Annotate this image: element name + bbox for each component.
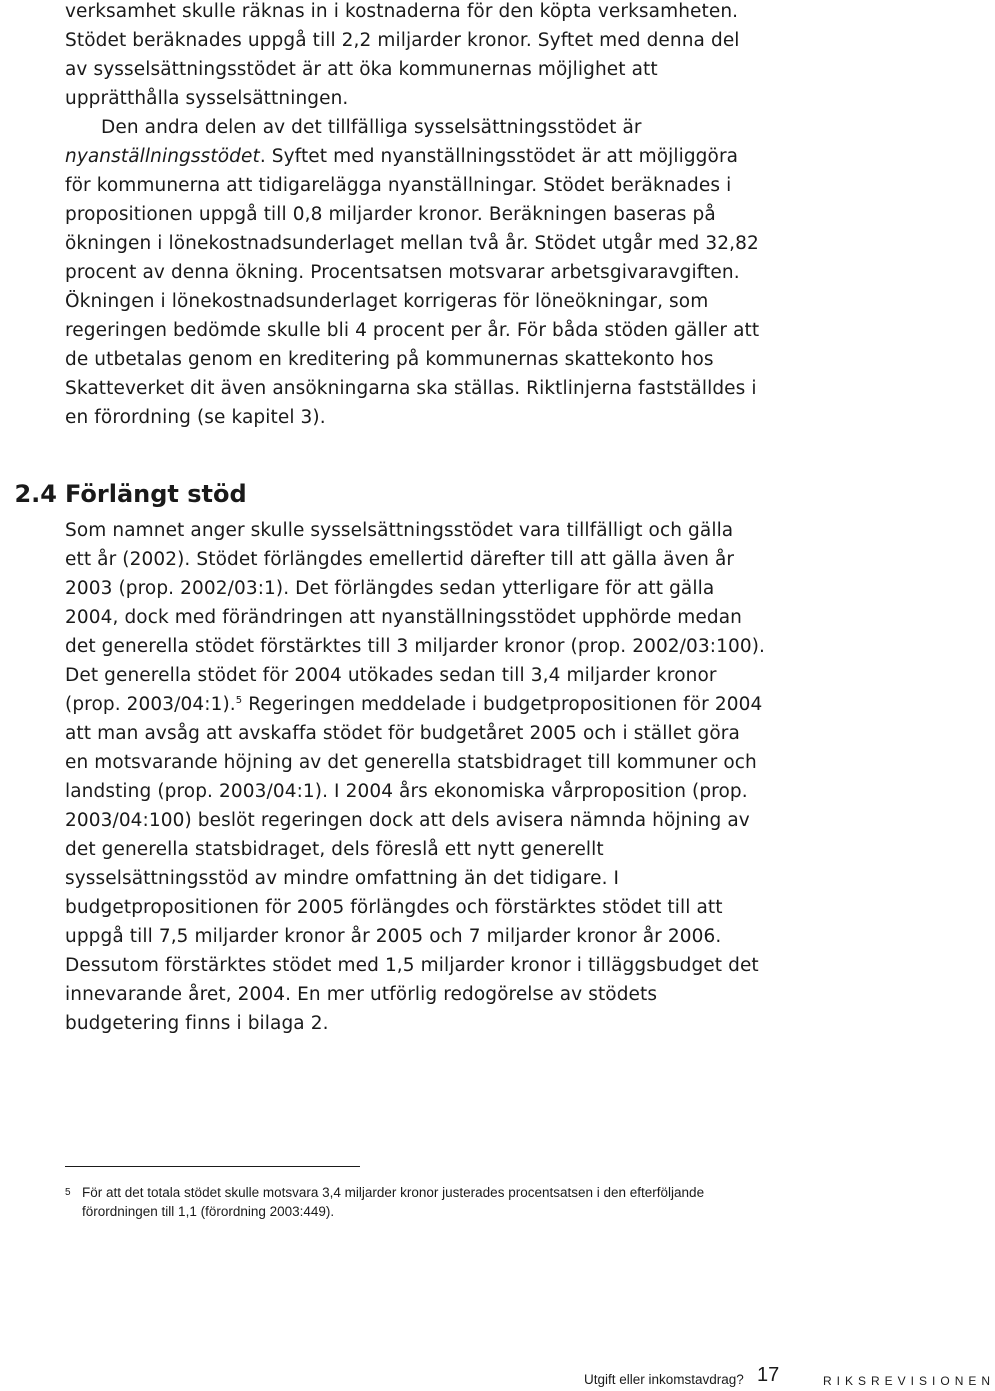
section-number: 2.4: [14, 480, 57, 508]
page-number: 17: [757, 1364, 780, 1386]
body-text-top: [65, 0, 765, 432]
footer-report-title: Utgift eller inkomstavdrag?: [584, 1372, 744, 1387]
paragraph-2-lead: Den andra delen av det tillfälliga sysselsättningsstödet är: [101, 117, 642, 138]
paragraph-2-term: nyanställningsstödet: [65, 146, 260, 167]
section-title: Förlängt stöd: [65, 480, 247, 508]
section-paragraph-part1: Som namnet anger skulle sysselsättningsstödet vara tillfälligt och gälla ett år (2002). Stödet förlängdes emellertid därefter till att gälla även år 2003 (prop. 2002/03:1). Det förlängdes sedan ytterligare för att gälla 2004, dock med förändringen att nyanställningsstödet upphörde medan det generella stödet förstärktes till 3 miljarder kronor (prop. 2002/03:100). Det generella stödet för 2004 utökades sedan till 3,4 miljarder kronor (prop. 2003/04:1).: [65, 520, 765, 715]
footnote-divider: [65, 1166, 360, 1167]
footnote: [65, 1183, 705, 1221]
footer-organization: RIKSREVISIONEN: [823, 1374, 995, 1388]
footnote-text: För att det totala stödet skulle motsvara 3,4 miljarder kronor justerades procentsatsen i den efterföljande förordningen till 1,1 (förordning 2003:449).: [82, 1185, 705, 1219]
paragraph-1: verksamhet skulle räknas in i kostnaderna för den köpta verksamheten. Stödet beräknades uppgå till 2,2 miljarder kronor. Syftet med denna del av sysselsättningsstödet är att öka kommunernas möjlighet att upprätthålla sysselsättningen.: [65, 1, 740, 109]
section-body: [65, 516, 765, 1038]
footnote-reference[interactable]: 5: [235, 695, 243, 706]
footnote-number: 5: [65, 1187, 71, 1198]
paragraph-2: [65, 113, 765, 432]
section-paragraph: [65, 516, 765, 1038]
section-paragraph-part2: Regeringen meddelade i budgetpropositionen för 2004 att man avsåg att avskaffa stödet för budgetåret 2005 och i stället göra en motsvarande höjning av det generella statsbidraget till kommuner och landsting (prop. 2003/04:1). I 2004 års ekonomiska vårproposition (prop. 2003/04:100) beslöt regeringen dock att dels avisera nämnda höjning av det generella statsbidraget, dels föreslå ett nytt generellt sysselsättningsstöd av mindre omfattning än det tidigare. I budgetpropositionen för 2005 förlängdes och förstärktes stödet till att uppgå till 7,5 miljarder kronor år 2005 och 7 miljarder kronor år 2006. Dessutom förstärktes stödet med 1,5 miljarder kronor i tilläggsbudget det innevarande året, 2004. En mer utförlig redogörelse av stödets budgetering finns i bilaga 2.: [65, 694, 763, 1034]
paragraph-2-rest: . Syftet med nyanställningsstödet är att möjliggöra för kommunerna att tidigarelägga nyanställningar. Stödet beräknades i propositionen uppgå till 0,8 miljarder kronor. Beräkningen baseras på ökningen i lönekostnadsunderlaget mellan två år. Stödet utgår med 32,82 procent av denna ökning. Procentsatsen motsvarar arbetsgivaravgiften. Ökningen i lönekostnadsunderlaget korrigeras för löneökningar, som regeringen bedömde skulle bli 4 procent per år. För båda stöden gäller att de utbetalas genom en kreditering på kommunernas skattekonto hos Skatteverket dit även ansökningarna ska ställas. Riktlinjerna fastställdes i en förordning (se kapitel 3).: [65, 146, 760, 428]
